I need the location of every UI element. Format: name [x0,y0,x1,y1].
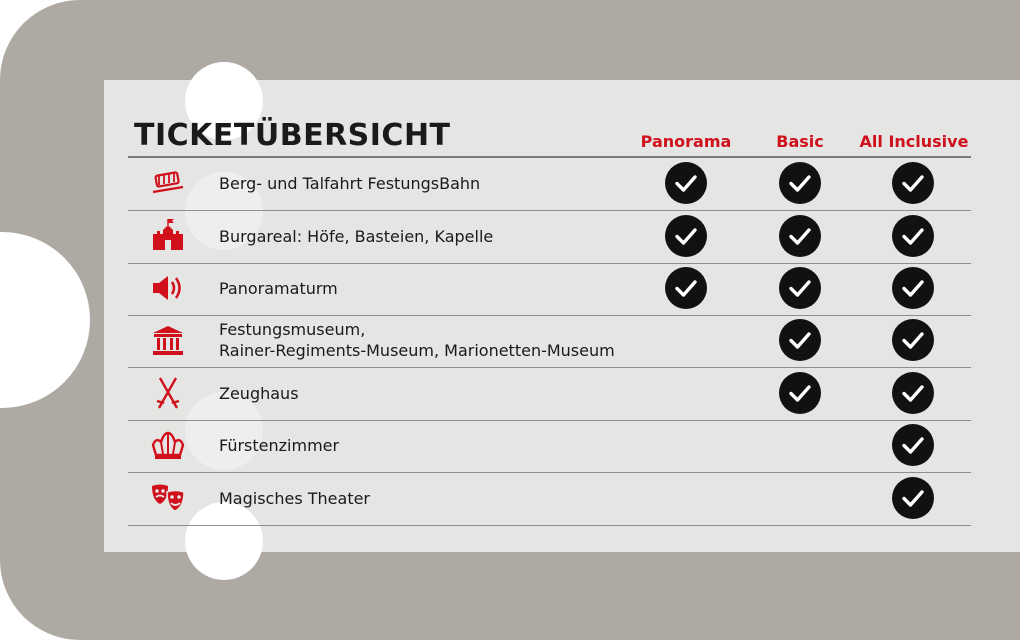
check-icon [779,319,821,361]
table-row [128,210,971,263]
check-icon [892,162,934,204]
row-label-line: Fürstenzimmer [219,435,340,455]
check-icon [892,215,934,257]
crossed-swords-icon [150,375,186,411]
check-icon [892,477,934,519]
check-icon [892,267,934,309]
row-label [219,488,370,509]
row-label-line: Burgareal: Höfe, Basteien, Kapelle [219,226,494,246]
funicular-icon [150,165,186,201]
row-label-line: Zeughaus [219,383,299,403]
table-row [128,157,971,210]
page-title: TICKETÜBERSICHT [134,118,451,153]
check-icon [779,215,821,257]
check-icon [892,424,934,466]
table-row [128,367,971,420]
check-icon [779,162,821,204]
check-icon [892,372,934,414]
row-divider [128,525,971,526]
row-label-line: Magisches Theater [219,488,371,508]
speaker-icon [150,270,186,306]
row-label [219,435,339,456]
castle-icon [150,218,186,254]
check-icon [665,162,707,204]
row-label [219,173,480,194]
row-label [219,226,493,247]
column-header-basic: Basic [776,132,824,151]
museum-icon [150,322,186,358]
row-label [219,319,615,361]
check-icon [665,267,707,309]
column-header-panorama: Panorama [640,132,732,151]
check-icon [779,372,821,414]
check-icon [665,215,707,257]
row-label-line: Rainer-Regiments-Museum, Marionetten-Museum [219,341,615,361]
table-row [128,314,971,367]
check-icon [779,267,821,309]
row-label [219,383,299,404]
row-label-line: Panoramaturm [219,278,338,298]
row-label [219,278,338,299]
table-row [128,262,971,315]
check-icon [892,319,934,361]
crown-icon [150,427,186,463]
theater-masks-icon [150,480,186,516]
column-header-all-inclusive: All Inclusive [859,132,969,151]
row-label-line: Berg- und Talfahrt FestungsBahn [219,173,481,193]
row-label-line: Festungsmuseum, [219,320,366,340]
table-row [128,472,971,525]
table-row [128,419,971,472]
